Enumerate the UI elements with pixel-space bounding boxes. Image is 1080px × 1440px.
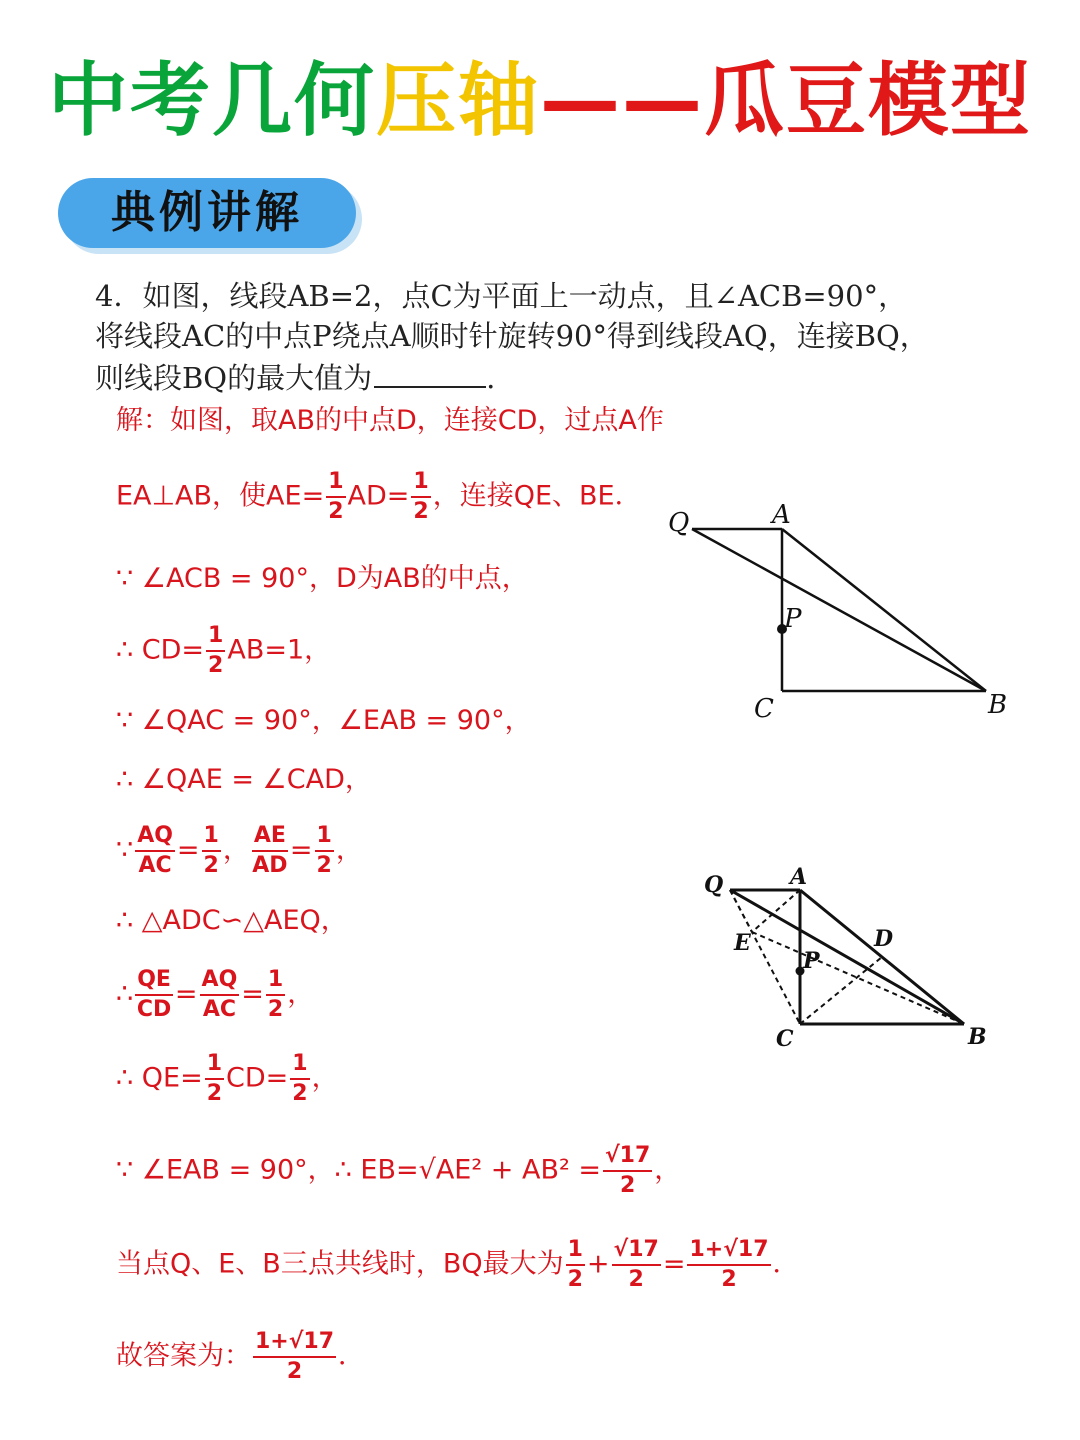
problem-statement [95,276,995,398]
s4-text-a: ∴ CD= [116,634,205,666]
s2-text-c: ，连接QE、BE． [432,480,642,512]
label-A: A [790,864,808,890]
s10-f1-den: 2 [206,1081,223,1106]
s9-f2-den: AC [202,997,236,1022]
solution-line-5: ∵ ∠QAC = 90°，∠EAB = 90°， [116,705,532,736]
problem-line-3-end: . [486,361,496,395]
s7-f3-num: AE [252,822,288,852]
s2-fraction-2 [411,468,430,526]
section-banner-label: 典例讲解 [111,187,303,238]
s4-text-b: AB=1， [227,634,332,666]
segment-AB [782,529,986,691]
s7-f3-den: AD [252,853,288,878]
solution-line-4 [116,622,331,680]
s9-text-b: = [174,978,198,1010]
s7-text-b: = [176,834,200,866]
s12-text-d: ． [772,1248,800,1280]
s2-f2-num: 1 [411,468,430,498]
s12-text-a: 当点Q、E、B三点共线时，BQ最大为 [116,1248,564,1280]
s10-f2-num: 1 [290,1050,309,1080]
s7-text-a: ∵ [116,834,134,866]
s12-fraction-3 [687,1236,770,1294]
label-D: D [874,926,894,952]
s12-f1-den: 2 [567,1267,583,1292]
s9-text-a: ∴ [116,978,134,1010]
s7-f1-den: AC [138,853,172,878]
solution-line-6: ∴ ∠QAE = ∠CAD， [116,764,372,795]
label-Q: Q [704,872,724,898]
s9-f1-num: QE [135,966,173,996]
s10-text-a: ∴ QE= [116,1062,203,1094]
s10-text-c: ， [311,1062,339,1094]
s2-fraction-1 [326,468,345,526]
s7-fraction-3 [252,822,288,880]
s9-f1-den: CD [136,997,172,1022]
s9-text-c: = [241,978,264,1010]
s10-f2-den: 2 [292,1081,308,1106]
s13-text-a: 故答案为： [116,1340,251,1372]
s13-f-den: 2 [286,1359,303,1384]
segment-QB [692,529,986,691]
geometry-figure-2 [690,860,1010,1060]
s11-fraction [603,1142,652,1200]
s12-f1-num: 1 [566,1236,585,1266]
s7-fraction-4 [315,822,334,880]
s12-f2-den: 2 [628,1267,644,1292]
section-banner [58,178,356,248]
s11-text-a: ∵ ∠EAB = 90°，∴ EB=√AE² + AB² = [116,1154,601,1186]
s2-f2-den: 2 [413,499,429,524]
s12-f2-num: √17 [612,1236,661,1266]
s10-fraction-1 [205,1050,224,1108]
problem-line-3-text: 则线段BQ的最大值为 [95,361,373,395]
s7-fraction-2 [202,822,221,880]
s11-text-b: ， [654,1154,682,1186]
solution-line-12 [116,1236,800,1294]
s9-f2-num: AQ [200,966,240,996]
solution-line-1: 解：如图，取AB的中点D，连接CD，过点A作 [116,405,664,436]
solution-line-7 [116,822,363,880]
s12-f3-den: 2 [721,1267,737,1292]
geometry-figure-1 [650,495,1030,730]
s7-text-c: ， [222,834,250,866]
label-P: P [784,604,802,634]
s11-f-num: √17 [603,1142,652,1172]
title-part-4: 瓜豆模型 [704,54,1032,147]
label-P: P [803,948,820,974]
s4-fraction [206,622,225,680]
s2-text-b: AD= [347,480,410,512]
label-B: B [968,1024,987,1050]
page-title [0,36,1080,147]
label-Q: Q [668,508,690,538]
solution-line-13 [116,1328,365,1386]
s7-text-e: ， [335,834,363,866]
s11-f-den: 2 [619,1173,636,1198]
s9-f3-num: 1 [266,966,285,996]
s7-f1-num: AQ [135,822,175,852]
s12-fraction-1 [566,1236,585,1294]
s12-text-c: = [662,1248,686,1280]
s7-text-d: = [289,834,313,866]
s7-f2-den: 2 [203,853,219,878]
s9-fraction-1 [135,966,173,1024]
s9-text-d: ， [287,978,315,1010]
label-E: E [734,930,751,956]
s12-fraction-2 [612,1236,661,1294]
solution-line-10 [116,1050,339,1108]
s10-fraction-2 [290,1050,309,1108]
solution-line-11 [116,1142,681,1200]
s7-f2-num: 1 [202,822,221,852]
label-A: A [772,500,791,530]
s9-fraction-3 [266,966,285,1024]
label-C: C [776,1026,794,1052]
s12-text-b: + [586,1248,610,1280]
solution-line-2 [116,468,642,526]
label-B: B [988,690,1008,720]
s7-f4-num: 1 [315,822,334,852]
s13-f-num: 1+√17 [253,1328,336,1358]
title-part-1: 中考几何 [48,54,376,147]
s4-f-num: 1 [206,622,225,652]
s10-f1-num: 1 [205,1050,224,1080]
solution-line-3: ∵ ∠ACB = 90°，D为AB的中点， [116,563,529,594]
label-C: C [754,694,774,724]
s2-f1-num: 1 [326,468,345,498]
problem-line-3 [95,356,995,398]
title-part-2: 压轴 [376,54,540,147]
s7-fraction-1 [135,822,175,880]
solution-line-8: ∴ △ADC∽△AEQ， [116,905,348,936]
solution-line-9 [116,966,314,1024]
s2-text-a: EA⊥AB，使AE= [116,480,325,512]
s12-f3-num: 1+√17 [687,1236,770,1266]
s2-f1-den: 2 [328,499,344,524]
s9-f3-den: 2 [267,997,284,1022]
answer-blank [374,356,486,388]
s13-fraction [253,1328,336,1386]
title-part-3: —— [540,54,704,147]
s13-text-b: ． [338,1340,366,1372]
s9-fraction-2 [200,966,240,1024]
segment-EB [752,932,964,1024]
problem-line-2: 将线段AC的中点P绕点A顺时针旋转90°得到线段AQ，连接BQ， [95,319,929,353]
s4-f-den: 2 [208,653,224,678]
problem-line-1: 4．如图，线段AB=2，点C为平面上一动点，且∠ACB=90°， [95,279,908,313]
s10-text-b: CD= [226,1062,289,1094]
s7-f4-den: 2 [316,853,332,878]
